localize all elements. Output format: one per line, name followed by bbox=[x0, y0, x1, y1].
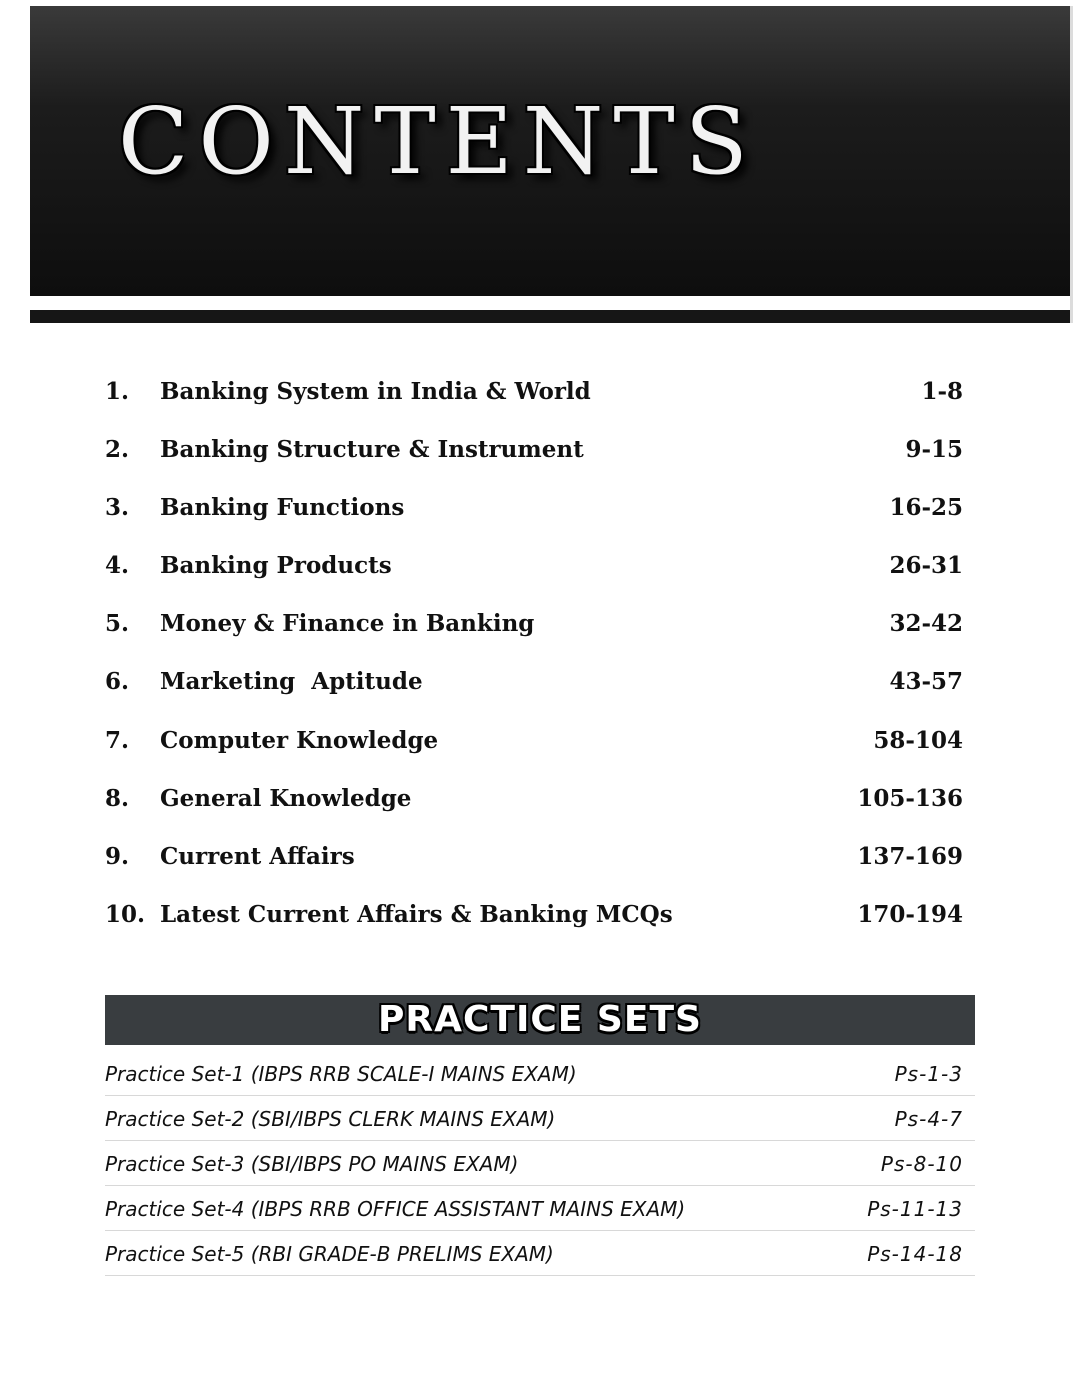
chapter-pages: 58-104 bbox=[873, 726, 963, 754]
header-divider bbox=[30, 310, 1070, 323]
chapter-title: Marketing Aptitude bbox=[160, 668, 423, 696]
chapter-number: 2. bbox=[105, 436, 130, 464]
chapter-title: Computer Knowledge bbox=[160, 726, 439, 754]
chapter-title: Banking Products bbox=[160, 552, 392, 580]
chapter-number: 9. bbox=[105, 842, 130, 870]
practice-set-name: Practice Set-2 (SBI/IBPS CLERK MAINS EXAM) bbox=[105, 1107, 556, 1131]
chapter-row[interactable] bbox=[105, 370, 963, 428]
chapter-pages: 105-136 bbox=[857, 784, 963, 812]
chapter-row[interactable] bbox=[105, 835, 963, 893]
chapter-pages: 16-25 bbox=[889, 494, 963, 522]
chapter-row[interactable] bbox=[105, 893, 963, 951]
practice-set-name: Practice Set-5 (RBI GRADE-B PRELIMS EXAM) bbox=[105, 1242, 554, 1266]
chapter-row[interactable] bbox=[105, 486, 963, 544]
practice-sets-heading: PRACTICE SETS bbox=[378, 999, 702, 1040]
chapter-title: Banking System in India & World bbox=[160, 378, 591, 405]
chapter-number: 7. bbox=[105, 726, 130, 754]
chapter-row[interactable] bbox=[105, 544, 963, 602]
chapter-row[interactable] bbox=[105, 719, 963, 777]
practice-set-row[interactable] bbox=[105, 1232, 975, 1276]
practice-sets-banner bbox=[105, 995, 975, 1045]
chapter-title: Latest Current Affairs & Banking MCQs bbox=[160, 900, 673, 928]
chapter-pages: 1-8 bbox=[921, 378, 963, 405]
chapter-pages: 32-42 bbox=[889, 610, 963, 638]
chapter-number: 4. bbox=[105, 552, 130, 580]
chapter-number: 10. bbox=[105, 900, 146, 928]
chapter-number: 5. bbox=[105, 610, 130, 638]
chapter-title: Money & Finance in Banking bbox=[160, 610, 535, 638]
chapter-number: 6. bbox=[105, 668, 130, 696]
practice-set-pages: Ps-8-10 bbox=[880, 1152, 963, 1176]
chapter-pages: 26-31 bbox=[889, 552, 963, 580]
practice-set-row[interactable] bbox=[105, 1052, 975, 1096]
practice-set-pages: Ps-11-13 bbox=[867, 1197, 963, 1221]
chapter-number: 8. bbox=[105, 784, 130, 812]
chapter-title: General Knowledge bbox=[160, 784, 412, 812]
chapter-list bbox=[105, 370, 963, 951]
chapter-pages: 170-194 bbox=[857, 900, 963, 928]
chapter-pages: 9-15 bbox=[905, 436, 963, 464]
practice-set-row[interactable] bbox=[105, 1097, 975, 1141]
practice-set-pages: Ps-14-18 bbox=[867, 1242, 963, 1266]
practice-set-name: Practice Set-3 (SBI/IBPS PO MAINS EXAM) bbox=[105, 1152, 519, 1176]
practice-set-row[interactable] bbox=[105, 1187, 975, 1231]
chapter-row[interactable] bbox=[105, 602, 963, 660]
chapter-pages: 137-169 bbox=[857, 842, 963, 870]
chapter-row[interactable] bbox=[105, 428, 963, 486]
chapter-title: Banking Structure & Instrument bbox=[160, 436, 584, 464]
practice-set-pages: Ps-4-7 bbox=[894, 1107, 963, 1131]
chapter-row[interactable] bbox=[105, 777, 963, 835]
practice-set-row[interactable] bbox=[105, 1142, 975, 1186]
practice-set-name: Practice Set-4 (IBPS RRB OFFICE ASSISTANT MAINS EXAM) bbox=[105, 1197, 686, 1221]
header-banner bbox=[30, 6, 1070, 296]
practice-set-pages: Ps-1-3 bbox=[894, 1062, 963, 1086]
page-title: CONTENTS bbox=[118, 88, 758, 195]
practice-set-list bbox=[105, 1052, 975, 1277]
chapter-number: 3. bbox=[105, 494, 130, 522]
chapter-pages: 43-57 bbox=[889, 668, 963, 696]
chapter-title: Current Affairs bbox=[160, 842, 355, 870]
chapter-row[interactable] bbox=[105, 660, 963, 718]
chapter-title: Banking Functions bbox=[160, 494, 405, 522]
header-edge-line bbox=[1070, 6, 1073, 323]
chapter-number: 1. bbox=[105, 378, 130, 405]
practice-set-name: Practice Set-1 (IBPS RRB SCALE-I MAINS EXAM) bbox=[105, 1062, 577, 1086]
